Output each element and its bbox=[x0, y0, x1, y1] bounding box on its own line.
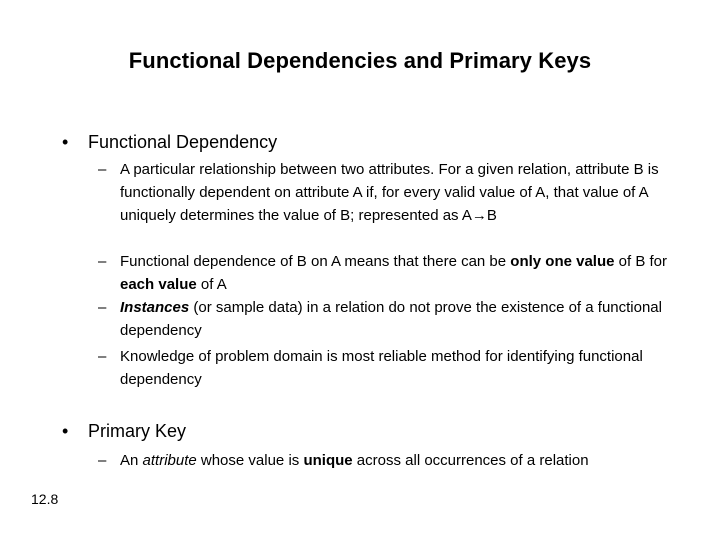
sub-item-instances bbox=[98, 296, 698, 342]
dependence-bold-1: only one value bbox=[510, 253, 615, 270]
sub-item-primary-key bbox=[98, 449, 698, 472]
sub-item-dependence bbox=[98, 250, 698, 296]
dash-icon: – bbox=[98, 299, 107, 316]
slide-number: 12.8 bbox=[31, 491, 59, 507]
bullet-icon: • bbox=[62, 421, 69, 441]
pk-text-3: across all occurrences of a relation bbox=[352, 452, 589, 469]
definition-tail: B bbox=[486, 207, 497, 224]
dash-icon: – bbox=[98, 253, 107, 270]
dash-icon: – bbox=[98, 348, 107, 365]
dependence-text-2: of B for bbox=[614, 253, 668, 270]
dependence-bold-2: each value bbox=[120, 276, 197, 293]
pk-text-2: whose value is bbox=[196, 452, 304, 469]
sub-item-knowledge bbox=[98, 345, 698, 391]
dependence-text-3: of A bbox=[196, 276, 227, 293]
dash-icon: – bbox=[98, 452, 107, 469]
pk-italic: attribute bbox=[142, 452, 197, 469]
instances-bold-italic: Instances bbox=[120, 299, 190, 316]
pk-bold: unique bbox=[303, 452, 353, 469]
bullet-heading: Primary Key bbox=[88, 421, 187, 441]
slide-title: Functional Dependencies and Primary Keys bbox=[128, 48, 592, 73]
knowledge-text: Knowledge of problem domain is most reliable method for identifying functional dependency bbox=[120, 348, 643, 388]
sub-item-definition bbox=[98, 158, 698, 227]
bullet-icon: • bbox=[62, 132, 69, 152]
dash-icon: – bbox=[98, 161, 107, 178]
dependence-text-1: Functional dependence of B on A means that there can be bbox=[120, 253, 511, 270]
definition-text: A particular relationship between two attributes. For a given relation, attribute B is functionally dependent on attribute A if, for every valid value of A, that value of A uniquely determines the value of B; represented as A bbox=[120, 161, 659, 224]
instances-text: (or sample data) in a relation do not prove the existence of a functional dependency bbox=[120, 299, 662, 339]
right-arrow-icon: → bbox=[471, 207, 487, 224]
bullet-heading: Functional Dependency bbox=[88, 132, 278, 152]
pk-text-1: An bbox=[120, 452, 143, 469]
